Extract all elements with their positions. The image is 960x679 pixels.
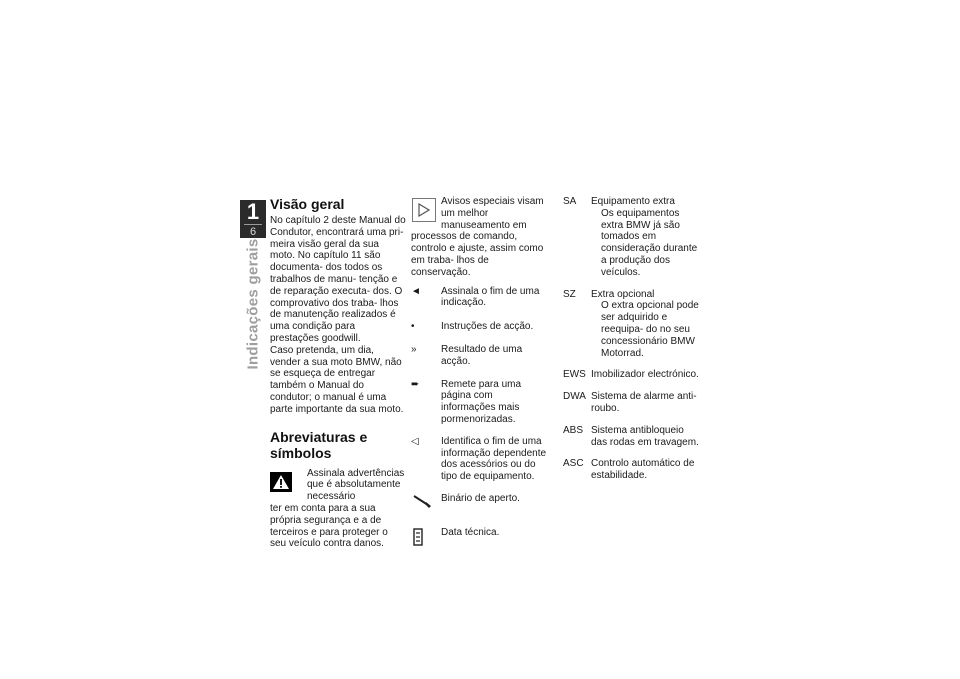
page-reference-icon: ➨ <box>411 378 420 390</box>
symbol-description: Remete para uma página com informações mais pormenorizadas. <box>441 378 522 425</box>
special-notice <box>411 196 547 279</box>
abbreviation-description: Sistema antibloqueio das rodas em travagem. <box>591 424 699 448</box>
symbol-description: Resultado de uma acção. <box>441 343 523 367</box>
paragraph-overview: No capítulo 2 deste Manual do Condutor, encontrará uma pri- meira visão geral da sua moto. No capítulo 11 são documenta- dos todos os trabalhos de manu- tenção e de reparação executa- dos. O comprovativo dos traba- lhos de manutenção realizados é uma condição para prestações goodwill. <box>270 215 406 344</box>
symbol-description: Binário de aperto. <box>441 492 520 504</box>
abbreviation-description <box>591 196 701 279</box>
symbol-description: Assinala o fim de uma indicação. <box>441 285 540 309</box>
abbreviation: ABS <box>563 424 584 436</box>
symbol-row <box>411 493 547 513</box>
abbreviation-description <box>591 289 701 360</box>
accessory-end-icon: ◁ <box>411 435 419 447</box>
chapter-number: 1 <box>246 199 260 224</box>
abbreviation-description: Controlo automático de estabilidade. <box>591 458 695 482</box>
abbreviation: EWS <box>563 369 586 381</box>
column-overview <box>270 196 406 550</box>
warning-note <box>270 468 406 551</box>
abbreviation-description: Sistema de alarme anti- roubo. <box>591 391 697 414</box>
abbreviation: SZ <box>563 288 576 300</box>
result-icon: » <box>411 343 417 355</box>
abbreviation-row <box>563 289 701 360</box>
abbreviation: DWA <box>563 391 586 403</box>
abbreviation: SA <box>563 196 577 207</box>
abbreviation-row <box>563 458 701 482</box>
paragraph-selling: Caso pretenda, um dia, vender a sua moto BMW, não se esqueça de entregar também o Manual do condutor; o manual é uma parte importante da sua moto. <box>270 344 404 415</box>
abbreviation-row <box>563 369 701 381</box>
chapter-tab <box>240 200 266 238</box>
abbreviation-row <box>563 196 701 279</box>
symbol-row <box>411 527 547 551</box>
abbreviation-row <box>563 391 701 415</box>
symbol-row <box>411 436 547 483</box>
notice-icon <box>412 198 436 222</box>
symbol-row <box>411 321 547 333</box>
notice-text-lead: Avisos especiais visam um melhor manuseamento em <box>441 196 544 231</box>
abbreviation-title: Equipamento extra <box>591 196 675 207</box>
chapter-side-title: Indicações gerais <box>244 238 262 370</box>
end-marker-icon: ◄ <box>411 285 421 297</box>
symbol-row <box>411 286 547 310</box>
abbreviation-description: Imobilizador electrónico. <box>591 369 699 381</box>
wrench-icon <box>411 493 441 513</box>
warning-text-rest: ter em conta para a sua própria segurança e a de terceiros e para proteger o seu veículo contra danos. <box>270 502 388 550</box>
symbol-row <box>411 344 547 368</box>
page-number: 6 <box>249 226 257 238</box>
symbol-description: Instruções de acção. <box>441 321 534 333</box>
bullet-icon: • <box>411 321 415 333</box>
abbreviation-title: Extra opcional <box>591 288 655 300</box>
technical-data-icon <box>411 527 441 551</box>
abbreviation-detail: Os equipamentos extra BMW já são tomados em consideração durante a produção dos veículos. <box>601 207 698 278</box>
symbol-row <box>411 379 547 426</box>
abbreviation: ASC <box>563 458 584 470</box>
abbreviation-detail: O extra opcional pode ser adquirido e reequipa- do no seu concessionário BMW Motorrad. <box>601 300 699 359</box>
heading-abbreviations: Abreviaturas e símbolos <box>270 428 368 461</box>
symbol-description: Data técnica. <box>441 526 500 538</box>
column-abbreviations <box>563 196 701 492</box>
column-symbols <box>411 196 547 551</box>
warning-text-lead: Assinala advertências que é absolutamente necessário <box>307 467 405 503</box>
symbol-description: Identifica o fim de uma informação dependente dos acessórios ou do tipo de equipamento. <box>441 435 547 483</box>
heading-overview: Visão geral <box>270 196 345 212</box>
chapter-divider <box>244 224 262 225</box>
notice-text-rest: processos de comando, controlo e ajuste, assim como em traba- lhos de conservação. <box>411 231 544 278</box>
warning-icon <box>270 472 292 492</box>
abbreviation-row <box>563 425 701 449</box>
